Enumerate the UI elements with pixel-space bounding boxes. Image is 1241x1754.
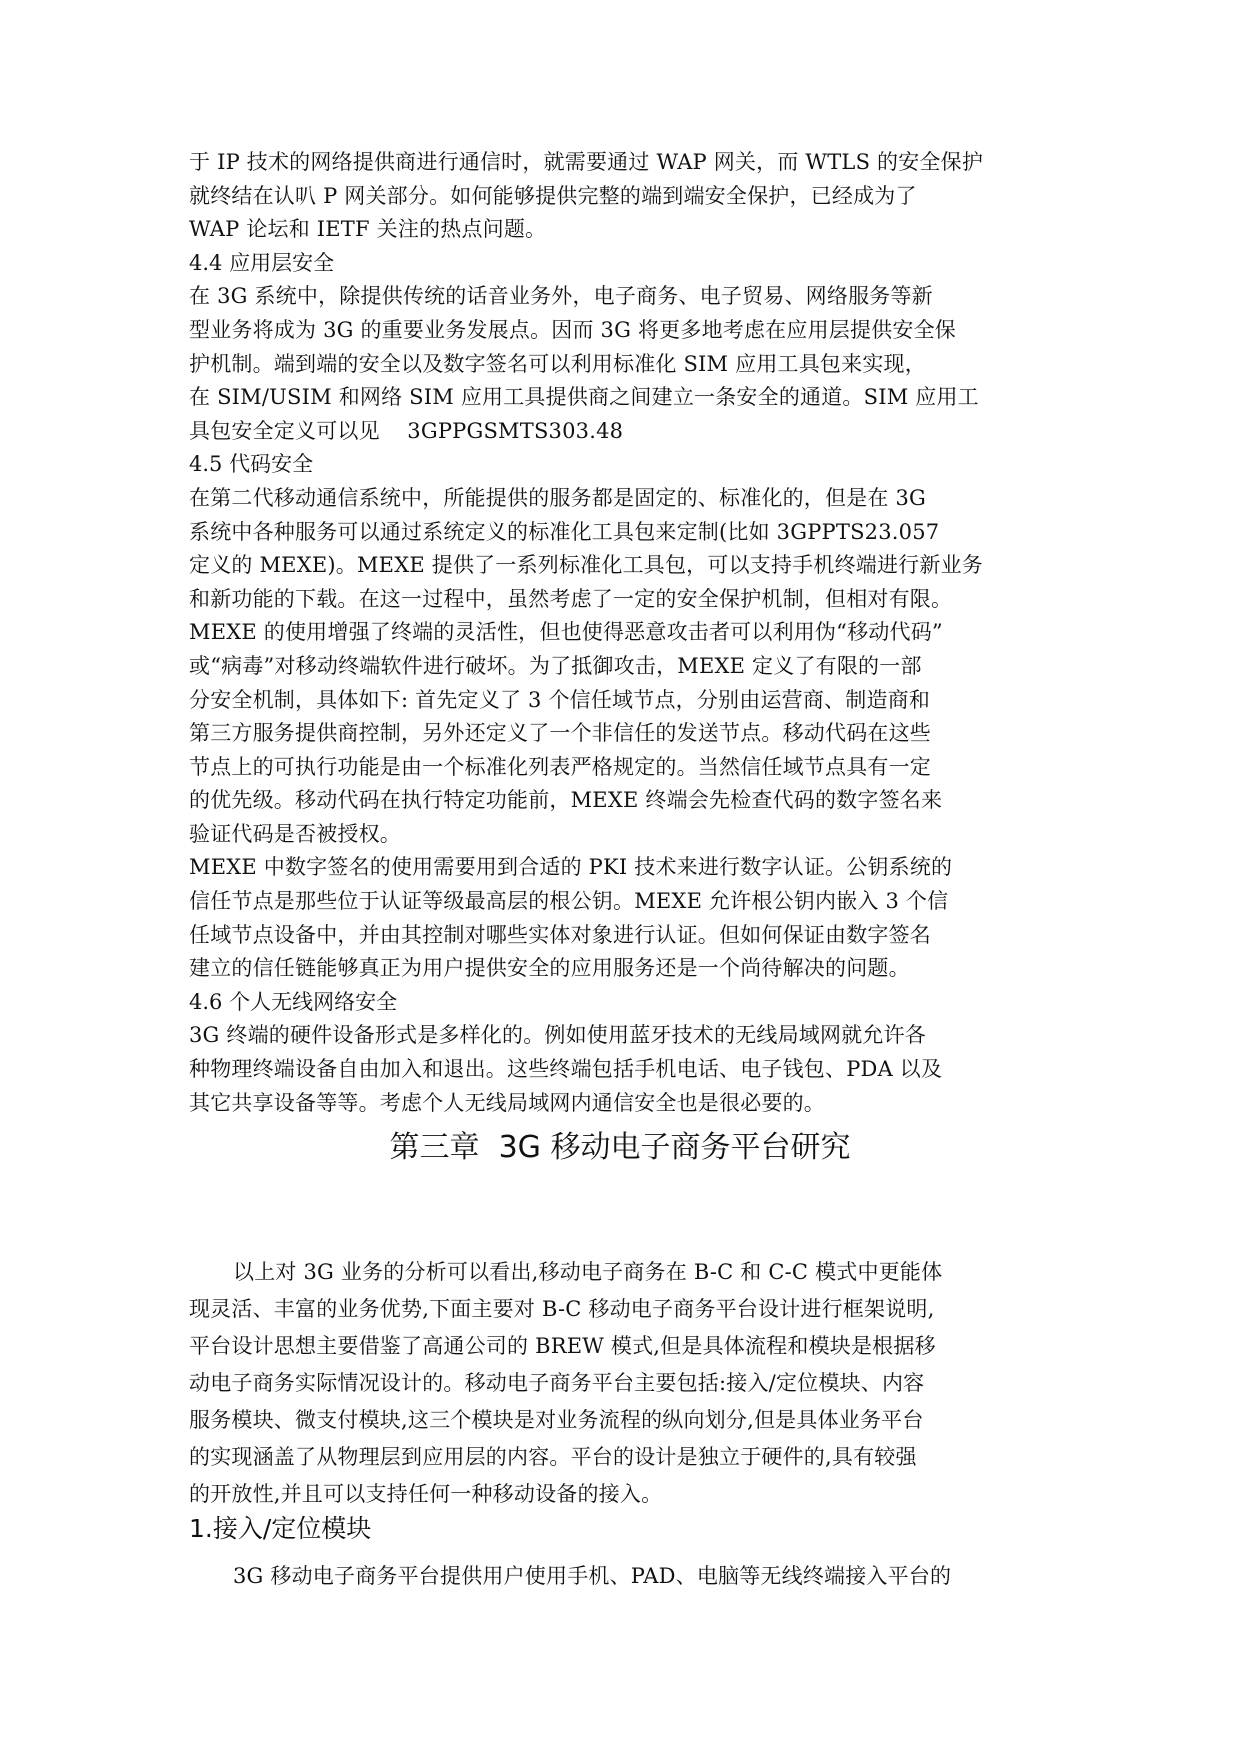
section-1-paragraph — [189, 1558, 1051, 1595]
text-line: 在第二代移动通信系统中，所能提供的服务都是固定的、标准化的，但是在 3G — [189, 485, 927, 510]
text-line: 种物理终端设备自由加入和退出。这些终端包括手机电话、电子钱包、PDA 以及 — [189, 1057, 943, 1082]
subsection-heading-4-5: 4.5 代码安全 — [189, 452, 314, 477]
text-line: 具包安全定义可以见 3GPPGSMTS303.48 — [189, 418, 624, 443]
text-line: 动电子商务实际情况设计的。移动电子商务平台主要包括:接入/定位模块、内容 — [189, 1371, 925, 1395]
text-line: 任域节点设备中，并由其控制对哪些实体对象进行认证。但如何保证由数字签名 — [189, 922, 931, 947]
text-line: 节点上的可执行功能是由一个标准化列表严格规定的。当然信任域节点具有一定 — [189, 754, 931, 779]
text-line: 型业务将成为 3G 的重要业务发展点。因而 3G 将更多地考虑在应用层提供安全保 — [189, 317, 956, 342]
text-line: 护机制。端到端的安全以及数字签名可以利用标准化 SIM 应用工具包来实现， — [189, 351, 926, 376]
text-line: 分安全机制，具体如下: 首先定义了 3 个信任域节点，分别由运营商、制造商和 — [189, 687, 931, 712]
text-line: 验证代码是否被授权。 — [189, 821, 401, 846]
text-line: 第三方服务提供商控制，另外还定义了一个非信任的发送节点。移动代码在这些 — [189, 721, 931, 746]
subsection-heading-4-6: 4.6 个人无线网络安全 — [189, 989, 398, 1014]
text-line: MEXE 中数字签名的使用需要用到合适的 PKI 技术来进行数字认证。公钥系统的 — [189, 855, 953, 880]
text-line: 以上对 3G 业务的分析可以看出,移动电子商务在 B-C 和 C-C 模式中更能体 — [233, 1260, 943, 1284]
text-line: 就终结在认叭 P 网关部分。如何能够提供完整的端到端安全保护，已经成为了 — [189, 183, 917, 208]
text-line: 平台设计思想主要借鉴了高通公司的 BREW 模式,但是具体流程和模块是根据移 — [189, 1334, 936, 1358]
text-line: WAP 论坛和 IETF 关注的热点问题。 — [189, 217, 547, 242]
text-line: 建立的信任链能够真正为用户提供安全的应用服务还是一个尚待解决的问题。 — [189, 956, 910, 981]
text-line: MEXE 的使用增强了终端的灵活性，但也使得恶意攻击者可以利用伪“移动代码” — [189, 620, 943, 645]
text-line: 在 3G 系统中，除提供传统的话音业务外，电子商务、电子贸易、网络服务等新 — [189, 284, 933, 309]
text-line: 于 IP 技术的网络提供商进行通信时，就需要通过 WAP 网关，而 WTLS 的安全保护 — [189, 150, 984, 174]
text-line: 的实现涵盖了从物理层到应用层的内容。平台的设计是独立于硬件的,具有较强 — [189, 1445, 917, 1469]
chapter-title: 第三章 3G 移动电子商务平台研究 — [389, 1130, 851, 1165]
text-line: 系统中各种服务可以通过系统定义的标准化工具包来定制(比如 3GPPTS23.057 — [189, 519, 940, 544]
top-text-block — [189, 146, 1051, 1120]
text-line: 服务模块、微支付模块,这三个模块是对业务流程的纵向划分,但是具体业务平台 — [189, 1408, 924, 1432]
text-line: 或“病毒”对移动终端软件进行破坏。为了抵御攻击，MEXE 定义了有限的一部 — [189, 653, 922, 678]
text-line: 的开放性,并且可以支持任何一种移动设备的接入。 — [189, 1482, 663, 1506]
text-line: 3G 终端的硬件设备形式是多样化的。例如使用蓝牙技术的无线局域网就允许各 — [189, 1023, 927, 1048]
text-line: 信任节点是那些位于认证等级最高层的根公钥。MEXE 允许根公钥内嵌入 3 个信 — [189, 889, 949, 914]
section-title-access-location: 1.接入/定位模块 — [189, 1514, 372, 1543]
text-line: 定义的 MEXE)。MEXE 提供了一系列标准化工具包，可以支持手机终端进行新业务 — [189, 553, 983, 578]
text-line: 的优先级。移动代码在执行特定功能前，MEXE 终端会先检查代码的数字签名来 — [189, 788, 943, 813]
text-line: 现灵活、丰富的业务优势,下面主要对 B-C 移动电子商务平台设计进行框架说明, — [189, 1297, 935, 1321]
chapter-intro-paragraph — [189, 1254, 1051, 1513]
text-line: 在 SIM/USIM 和网络 SIM 应用工具提供商之间建立一条安全的通道。SIM 应用工 — [189, 385, 979, 410]
text-line: 其它共享设备等等。考虑个人无线局域网内通信安全也是很必要的。 — [189, 1090, 825, 1115]
subsection-heading-4-4: 4.4 应用层安全 — [189, 250, 335, 275]
text-line: 3G 移动电子商务平台提供用户使用手机、PAD、电脑等无线终端接入平台的 — [233, 1564, 952, 1588]
text-line: 和新功能的下载。在这一过程中，虽然考虑了一定的安全保护机制，但相对有限。 — [189, 586, 953, 611]
document-page — [189, 146, 1051, 1588]
